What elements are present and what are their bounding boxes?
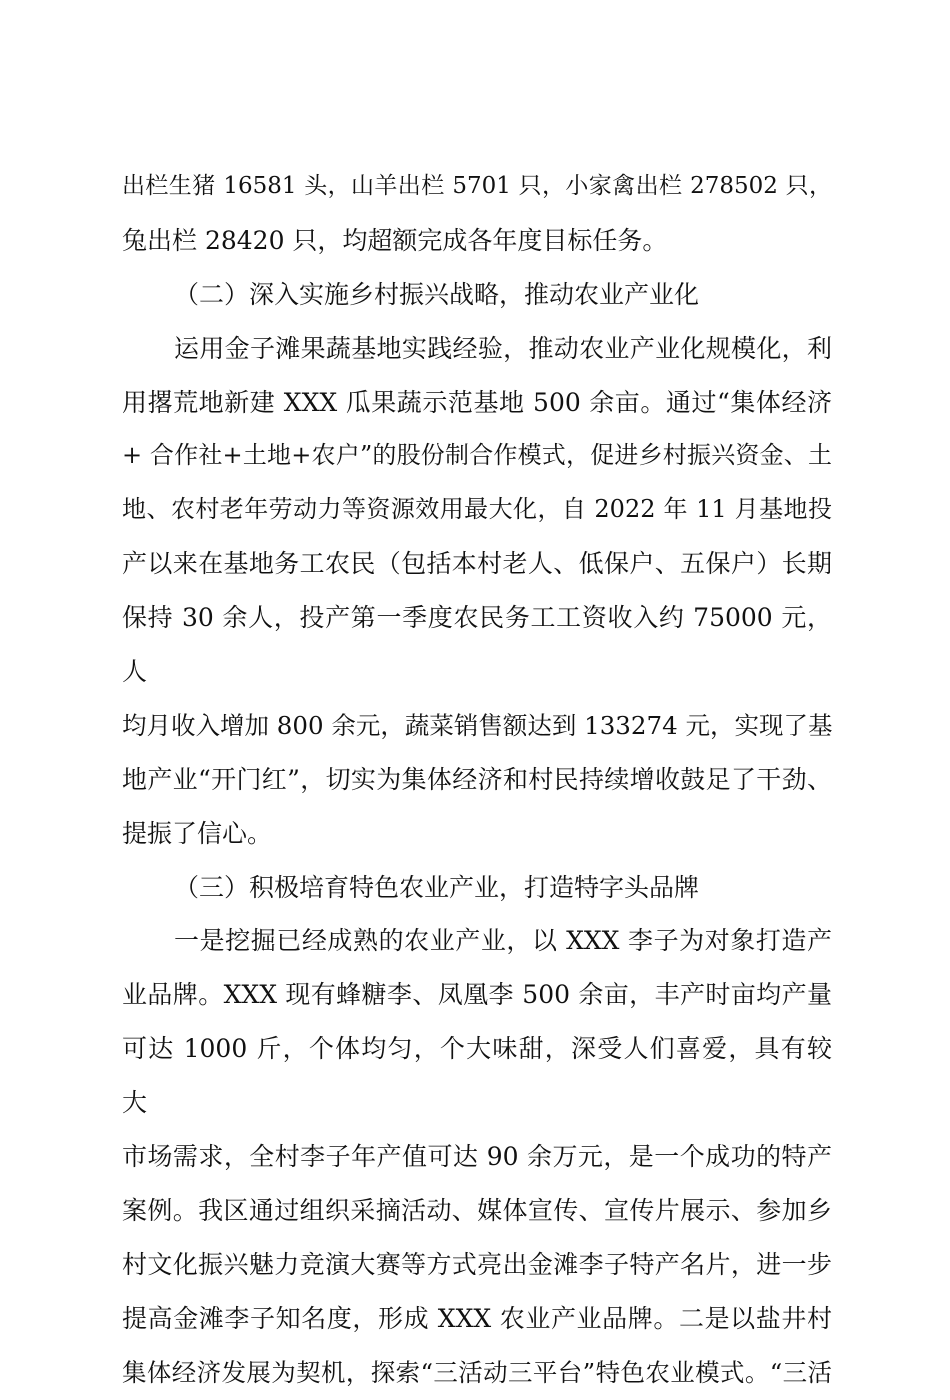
text-line: 产以来在基地务工农民（包括本村老人、低保户、五保户）长期 (122, 549, 832, 579)
text-line: 村文化振兴魅力竞演大赛等方式亮出金滩李子特产名片，进一步 (122, 1249, 832, 1279)
text-line: 市场需求，全村李子年产值可达 90 余万元，是一个成功的特产 (122, 1142, 832, 1172)
text-line: 人 (122, 657, 148, 687)
text-line: 提振了信心。 (122, 818, 273, 848)
text-line: （二）深入实施乡村振兴战略，推动农业产业化 (174, 279, 700, 309)
text-line: 地产业“开门红”，切实为集体经济和村民持续增收鼓足了干劲、 (122, 764, 832, 794)
text-line: 案例。我区通过组织采摘活动、媒体宣传、宣传片展示、参加乡 (122, 1195, 832, 1225)
text-line: 均月收入增加 800 余元，蔬菜销售额达到 133274 元，实现了基 (122, 710, 833, 740)
text-line: 一是挖掘已经成熟的农业产业，以 XXX 李子为对象打造产 (174, 926, 832, 956)
body-text (122, 160, 832, 1399)
text-line: 集体经济发展为契机，探索“三活动三平台”特色农业模式。“三活 (122, 1357, 832, 1387)
text-line: 兔出栏 28420 只，均超额完成各年度目标任务。 (122, 225, 668, 255)
text-line: 运用金子滩果蔬基地实践经验，推动农业产业化规模化，利 (174, 333, 832, 363)
text-line: + 合作社+土地+农户”的股份制合作模式，促进乡村振兴资金、土 (122, 441, 832, 470)
text-line: 大 (122, 1088, 148, 1118)
text-line: 业品牌。XXX 现有蜂糖李、凤凰李 500 余亩，丰产时亩均产量 (122, 980, 832, 1010)
text-line: 用撂荒地新建 XXX 瓜果蔬示范基地 500 余亩。通过“集体经济 (122, 387, 832, 417)
text-line: 地、农村老年劳动力等资源效用最大化，自 2022 年 11 月基地投 (122, 495, 832, 524)
text-line: 保持 30 余人，投产第一季度农民务工工资收入约 75000 元， (122, 603, 832, 633)
text-line: 提高金滩李子知名度，形成 XXX 农业产业品牌。二是以盐井村 (122, 1303, 832, 1333)
text-line: 出栏生猪 16581 头，山羊出栏 5701 只，小家禽出栏 278502 只， (122, 173, 832, 199)
text-line: 可达 1000 斤，个体均匀，个大味甜，深受人们喜爱，具有较 (122, 1034, 832, 1064)
text-line: （三）积极培育特色农业产业，打造特字头品牌 (174, 872, 700, 902)
